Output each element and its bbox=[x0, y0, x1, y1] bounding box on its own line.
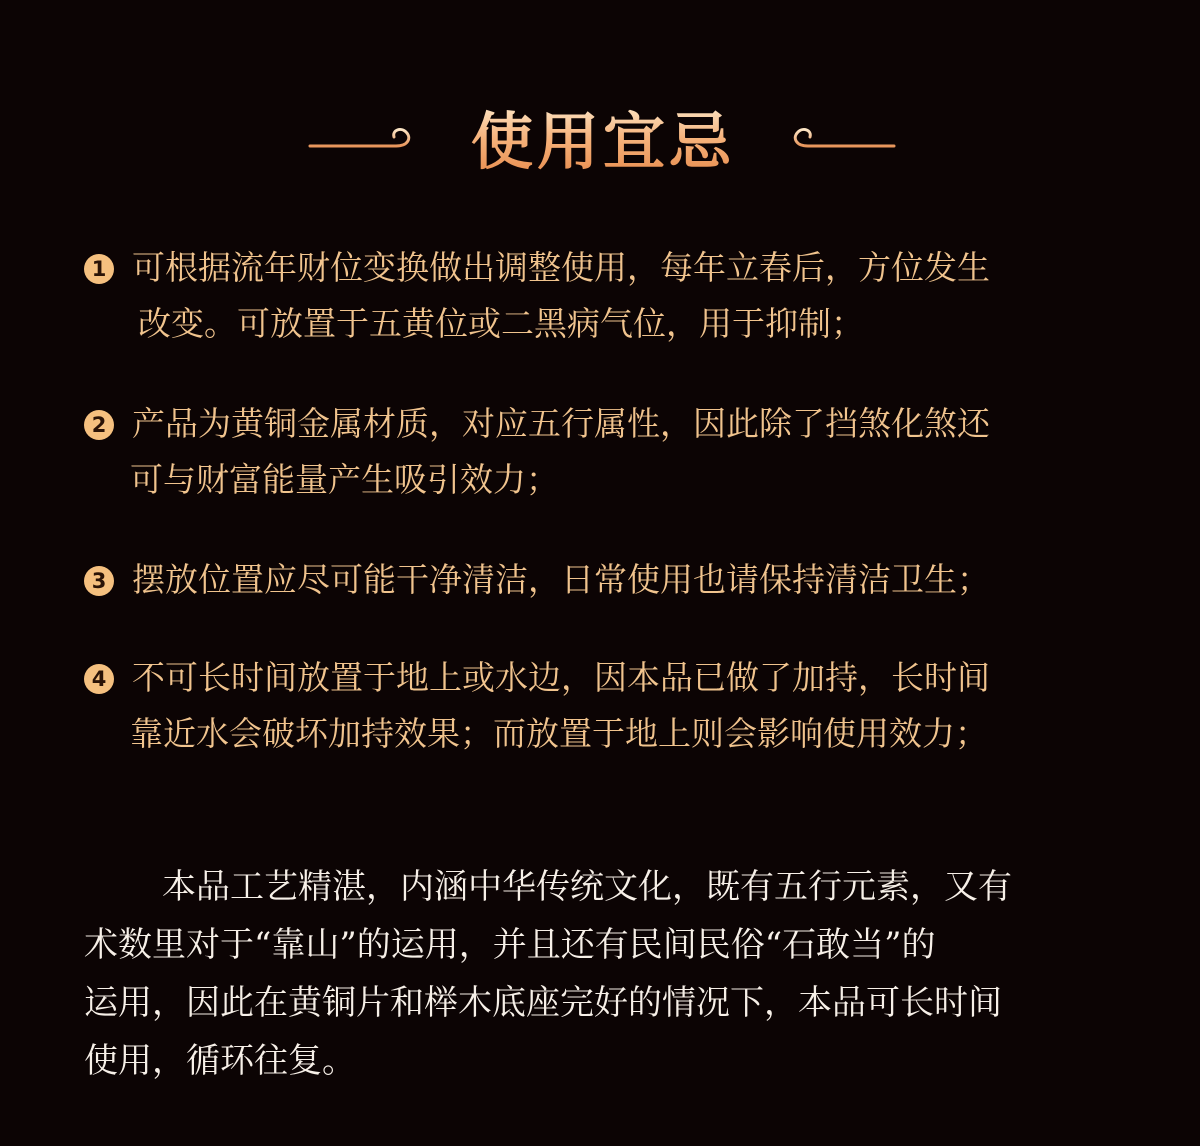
rule-text-line: 可与财富能量产生吸引效力； bbox=[130, 460, 559, 499]
rule-text-line: 不可长时间放置于地上或水边，因本品已做了加持，长时间 bbox=[132, 658, 990, 697]
title-row bbox=[0, 100, 1200, 190]
rule-number-badge: 2 bbox=[84, 410, 114, 440]
paragraph-line: 本品工艺精湛，内涵中华传统文化，既有五行元素，又有 bbox=[162, 867, 1012, 907]
rule-text-line: 产品为黄铜金属材质，对应五行属性，因此除了挡煞化煞还 bbox=[132, 404, 990, 443]
rule-number-badge: 4 bbox=[84, 664, 114, 694]
rule-text-line: 可根据流年财位变换做出调整使用，每年立春后，方位发生 bbox=[132, 248, 990, 287]
paragraph-line: 术数里对于“靠山”的运用，并且还有民间民俗“石敢当”的 bbox=[84, 925, 936, 965]
cloud-scroll-right-icon bbox=[784, 118, 924, 166]
rule-number-badge: 3 bbox=[84, 566, 114, 596]
paragraph-line: 运用，因此在黄铜片和榉木底座完好的情况下，本品可长时间 bbox=[84, 983, 1002, 1023]
cloud-scroll-left-icon bbox=[280, 118, 420, 166]
rule-text-line: 靠近水会破坏加持效果；而放置于地上则会影响使用效力； bbox=[130, 714, 988, 753]
rule-text-line: 改变。可放置于五黄位或二黑病气位，用于抑制； bbox=[138, 304, 864, 343]
paragraph-line: 使用，循环往复。 bbox=[84, 1041, 356, 1081]
rule-number-badge: 1 bbox=[84, 254, 114, 284]
page-title: 使用宜忌 bbox=[448, 104, 758, 180]
rule-text-line: 摆放位置应尽可能干净清洁，日常使用也请保持清洁卫生； bbox=[132, 560, 990, 599]
